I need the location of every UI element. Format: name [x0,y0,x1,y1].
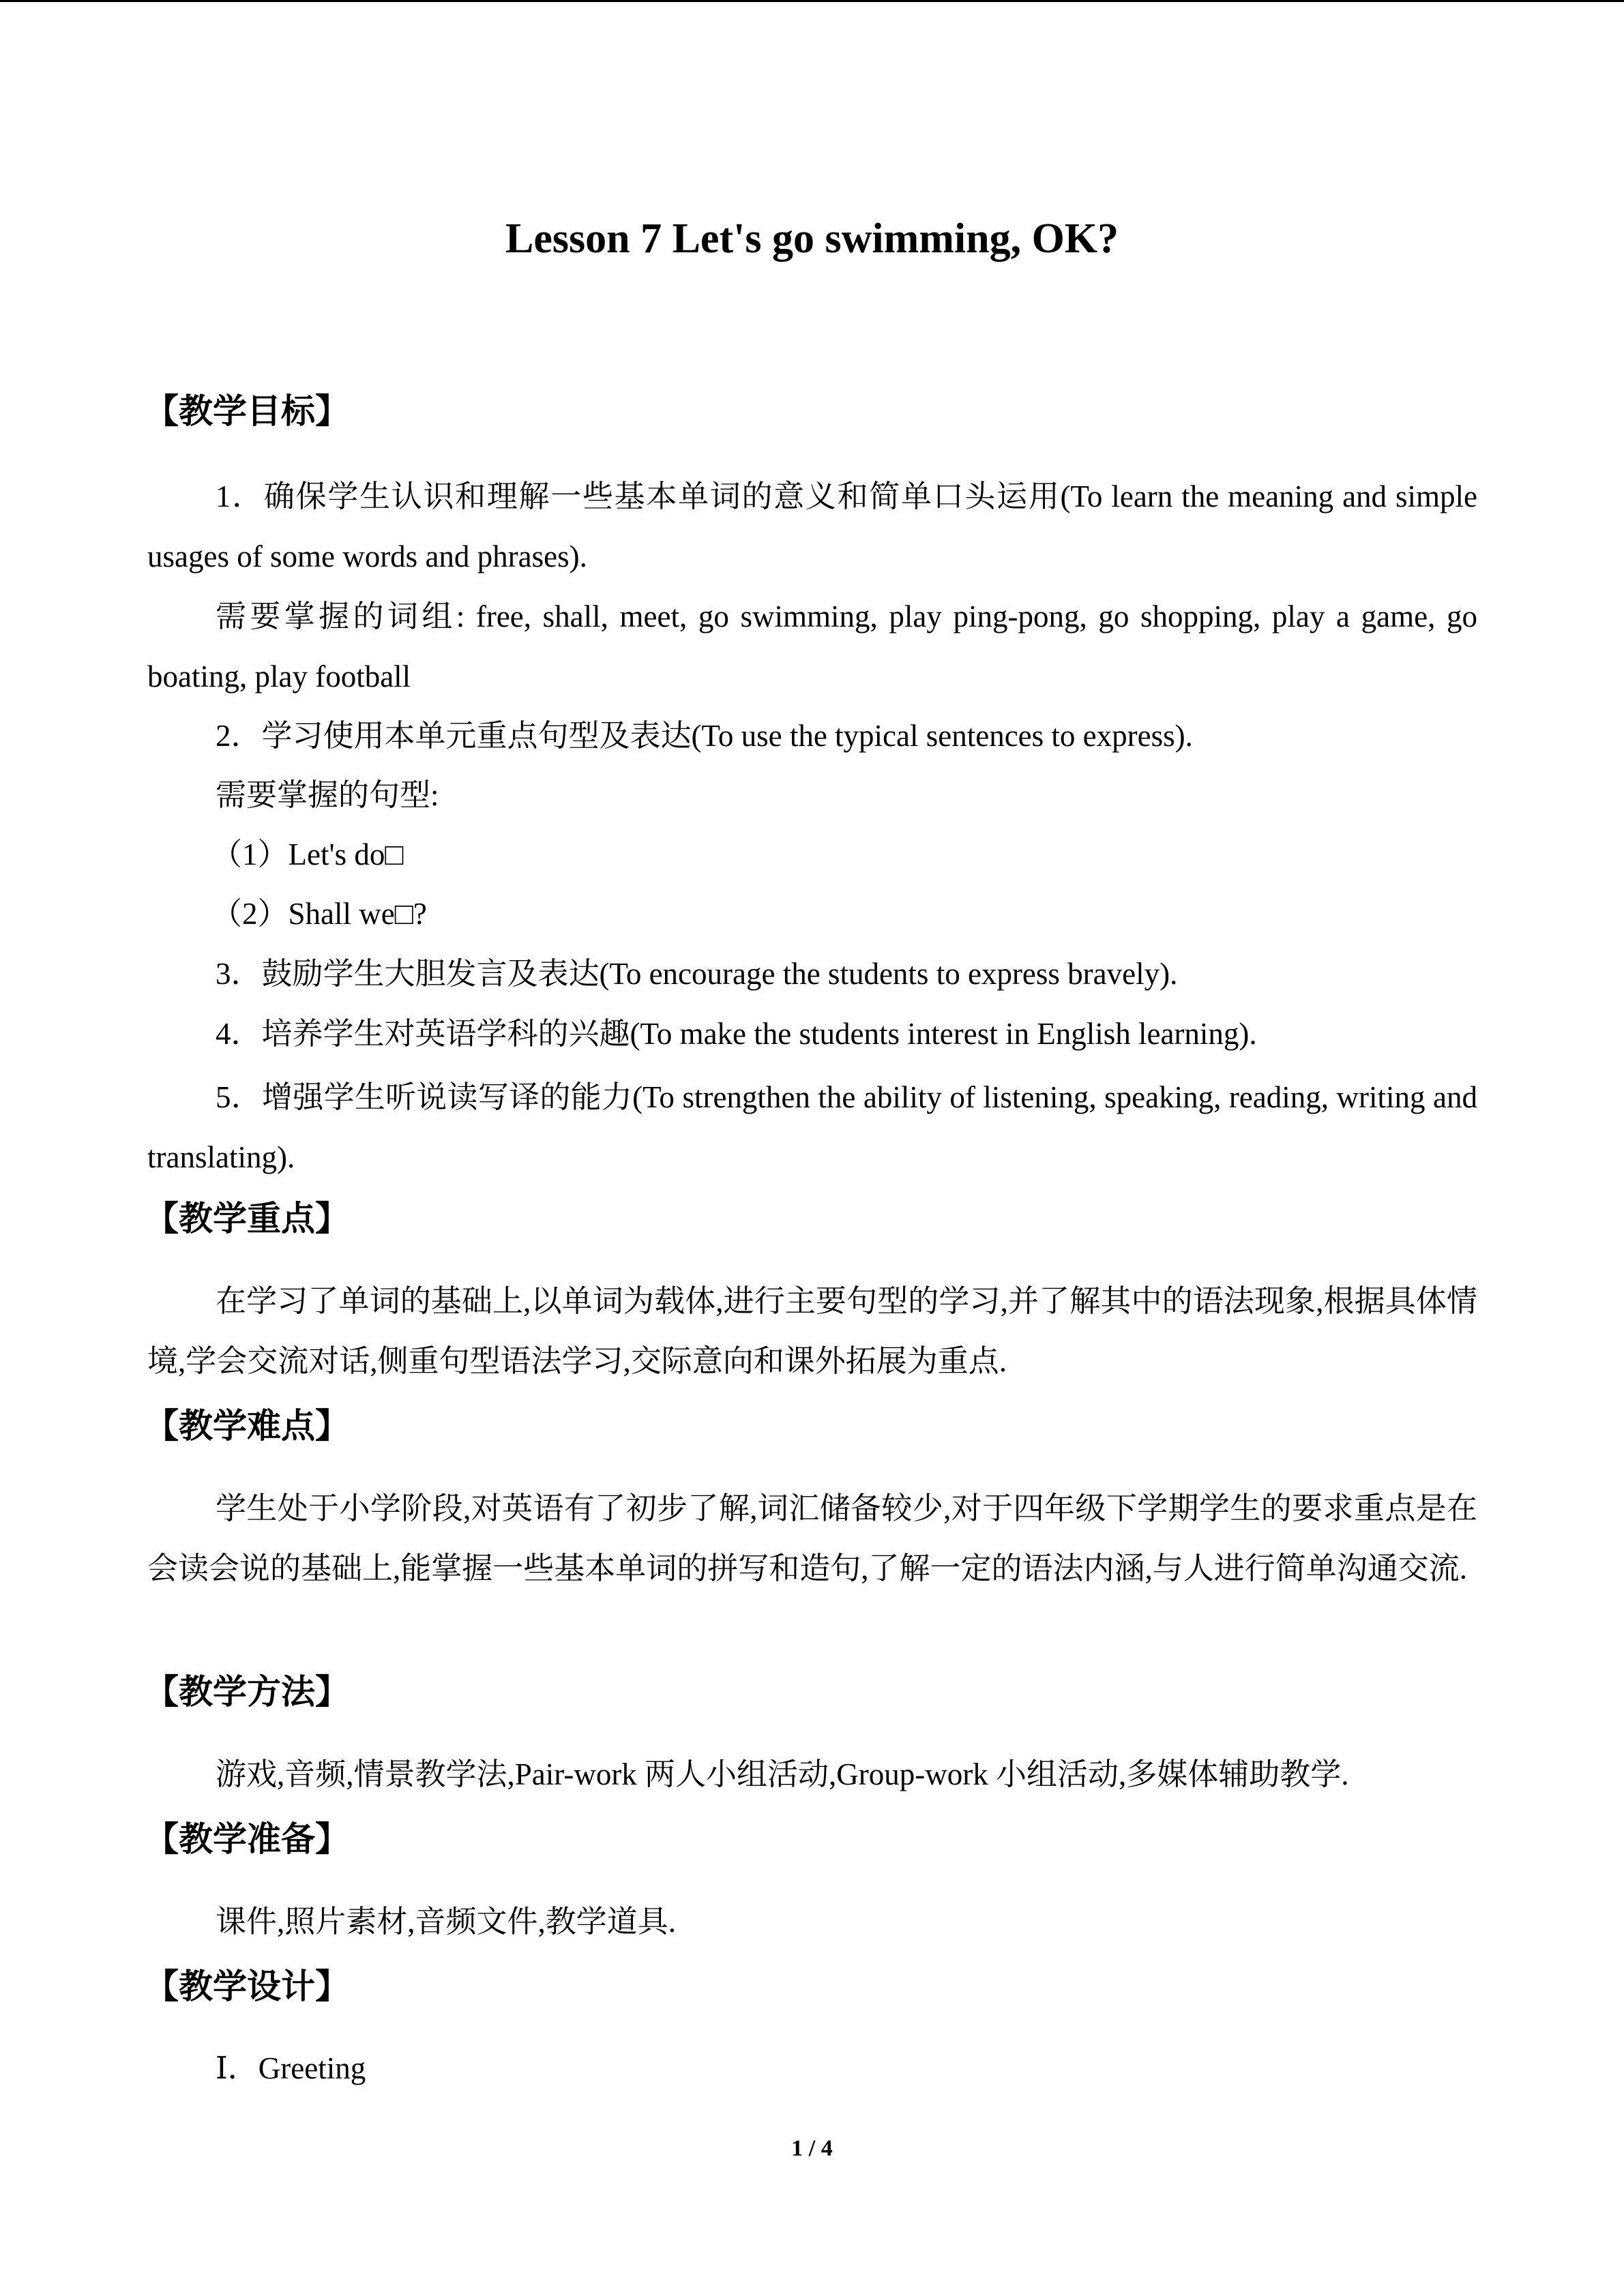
document-title: Lesson 7 Let's go swimming, OK? [505,215,1119,262]
objective-sentence-1: （1）Let's do□ [211,837,404,871]
preparation-text: 课件,照片素材,音频文件,教学道具. [216,1905,677,1939]
heading-key-points: 【教学重点】 [145,1199,349,1238]
heading-difficulties: 【教学难点】 [145,1406,349,1446]
page-top-border [0,0,1624,2]
difficulties-text: 学生处于小学阶段,对英语有了初步了解,词汇储备较少,对于四年级下学期学生的要求重点是在会读会说的基础上,能掌握一些基本单词的拼写和造句,了解一定的语法内涵,与人进行简单沟通交流. [147,1491,1477,1585]
objective-item-1: 1．确保学生认识和理解一些基本单词的意义和简单口头运用(To learn the meaning and simple usages of some words and phrases). [147,479,1477,573]
heading-preparation: 【教学准备】 [145,1819,349,1859]
objective-phrases: 需要掌握的词组: free, shall, meet, go swimming, play ping-pong, go shopping, play a game, go boating, play football [147,599,1477,694]
objective-item-4: 4．培养学生对英语学科的兴趣(To make the students interest in English learning). [216,1017,1257,1051]
objective-item-2: 2．学习使用本单元重点句型及表达(To use the typical sentences to express). [216,719,1193,753]
objective-item-5: 5．增强学生听说读写译的能力(To strengthen the ability of listening, speaking, reading, writing and translating). [147,1080,1477,1174]
design-step-1: Ⅰ．Greeting [216,2051,366,2085]
key-points-text: 在学习了单词的基础上,以单词为载体,进行主要句型的学习,并了解其中的语法现象,根据具体情境,学会交流对话,侧重句型语法学习,交际意向和课外拓展为重点. [147,1284,1477,1378]
page-number: 1 / 4 [791,2136,833,2161]
heading-objectives: 【教学目标】 [145,391,349,431]
objective-sentences-intro: 需要掌握的句型: [216,778,439,812]
methods-text: 游戏,音频,情景教学法,Pair-work 两人小组活动,Group-work 小组活动,多媒体辅助教学. [216,1757,1349,1791]
objective-sentence-2: （2）Shall we□? [211,897,427,931]
heading-methods: 【教学方法】 [145,1672,349,1712]
objective-item-3: 3．鼓励学生大胆发言及表达(To encourage the students to express bravely). [216,957,1178,991]
heading-design: 【教学设计】 [145,1967,349,2006]
